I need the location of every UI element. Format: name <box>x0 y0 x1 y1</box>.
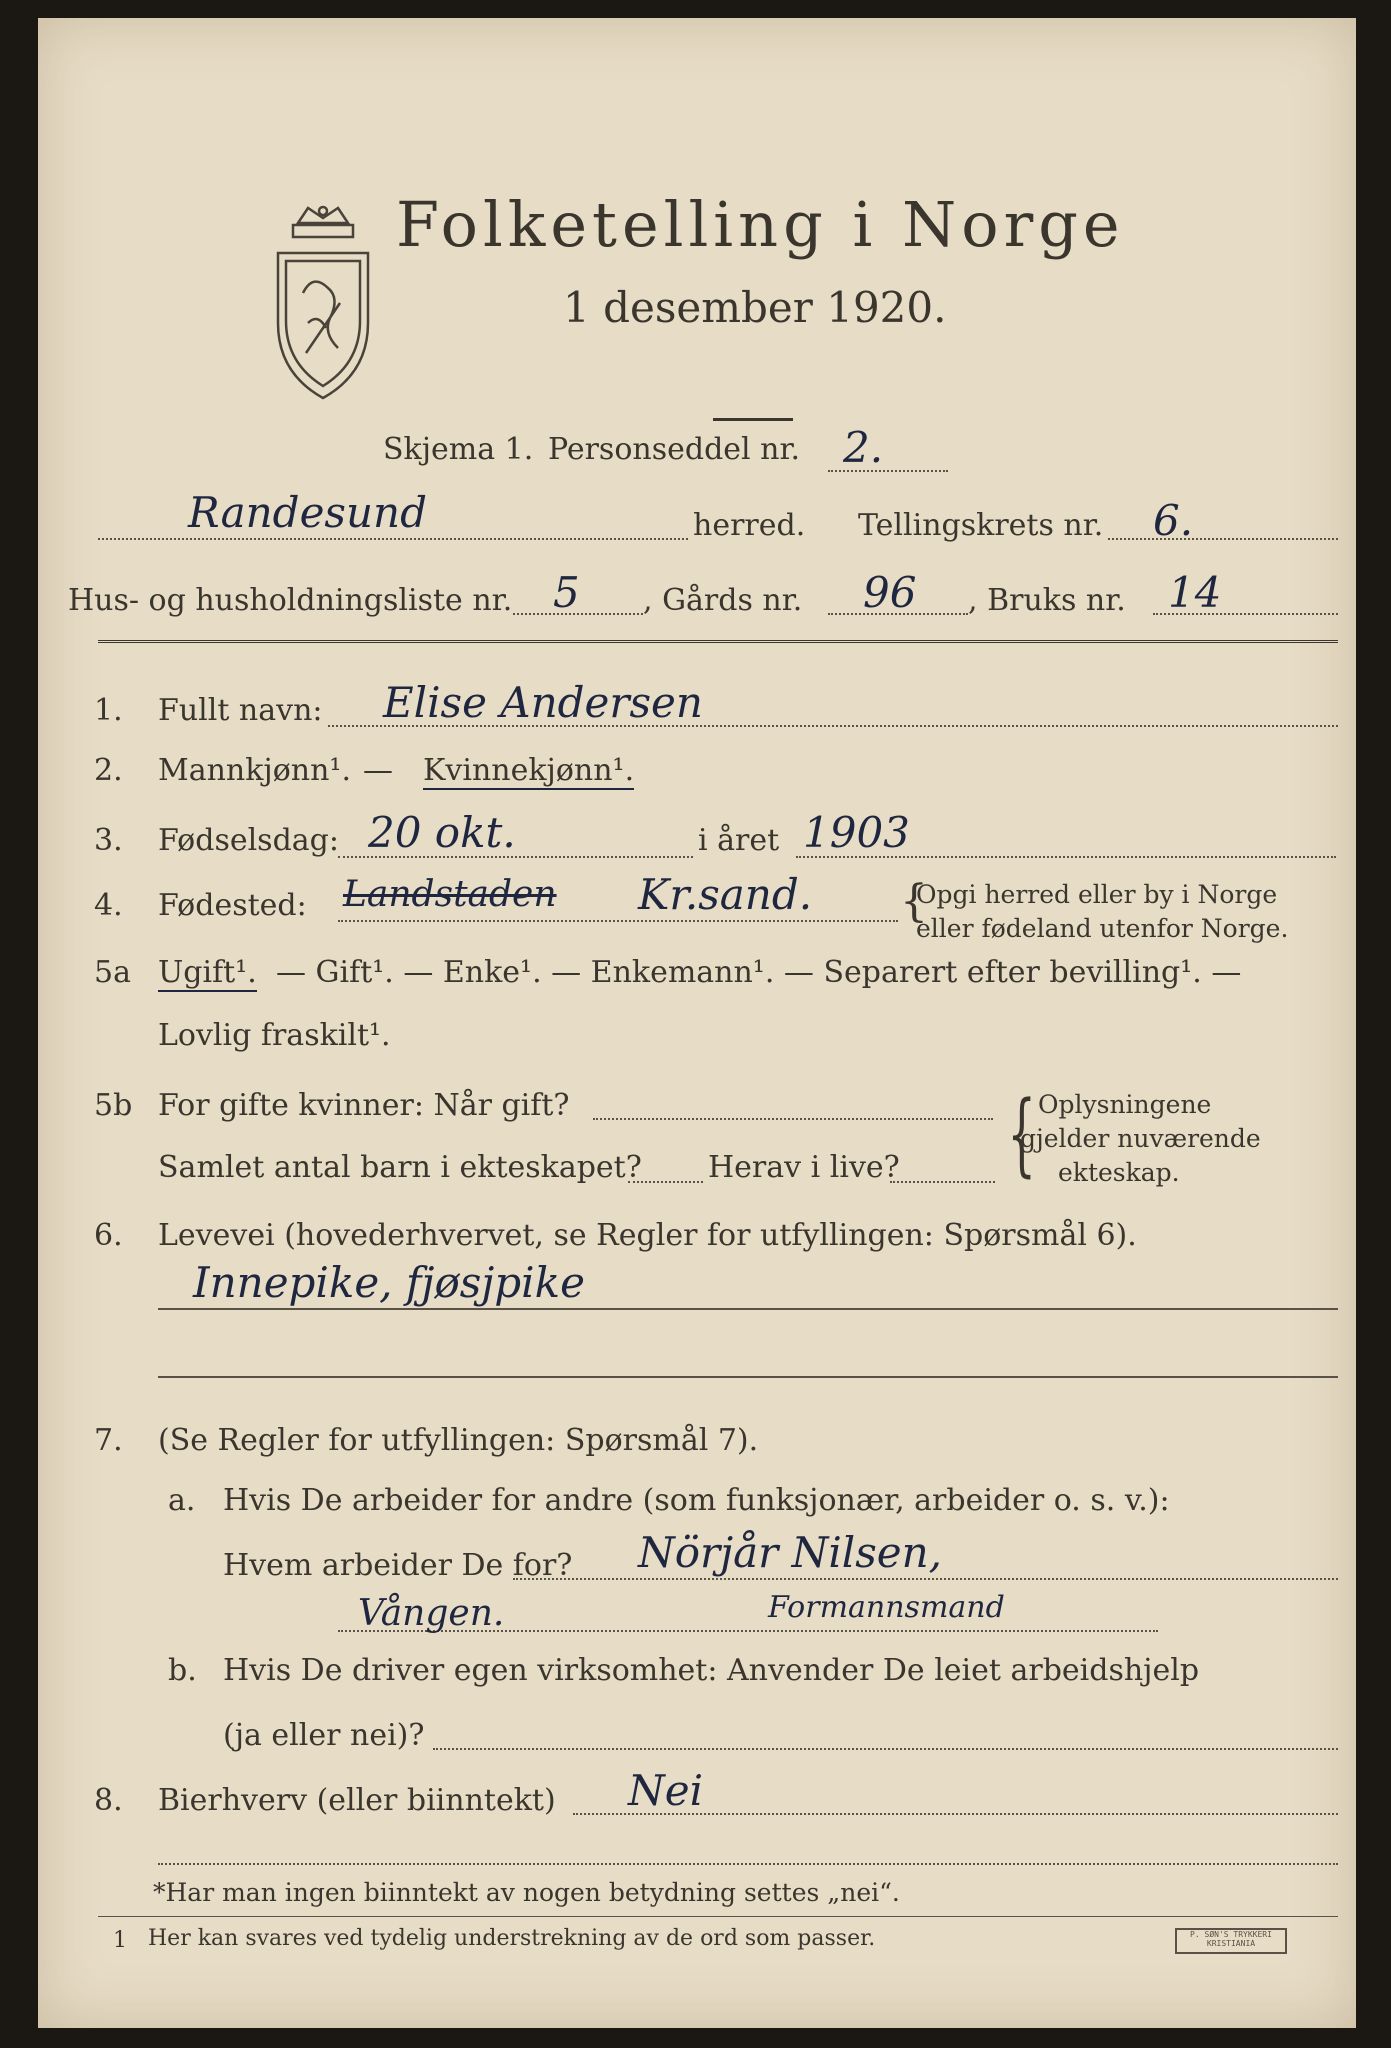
herred-label: herred. <box>693 508 806 543</box>
q7a-line1 <box>513 1578 1338 1580</box>
employer-place-value[interactable]: Vången. <box>358 1593 505 1634</box>
header-divider <box>98 640 1338 643</box>
q7-label: (Se Regler for utfyllingen: Spørsmål 7). <box>158 1423 759 1458</box>
tellingskrets-label: Tellingskrets nr. <box>858 508 1104 543</box>
q6-line1 <box>158 1308 1338 1310</box>
footnote-divider <box>98 1916 1338 1917</box>
husliste-label: Hus- og husholdningsliste nr. <box>68 583 513 618</box>
footnote-star: *Har man ingen biinntekt av nogen betydning settes „nei“. <box>153 1878 900 1907</box>
q5a-divorced-option[interactable]: Lovlig fraskilt¹. <box>158 1018 391 1053</box>
q5b-married-when-label: For gifte kvinner: Når gift? <box>158 1088 570 1123</box>
q7b-letter: b. <box>168 1653 197 1688</box>
birth-year-value[interactable]: 1903 <box>803 808 910 857</box>
q5b-alive-line[interactable] <box>890 1181 995 1183</box>
employer-title-value[interactable]: Formannsmand <box>768 1590 1005 1625</box>
q7b-line[interactable] <box>433 1748 1338 1750</box>
skjema-label: Skjema 1. <box>383 432 534 467</box>
census-form-sheet <box>38 18 1356 2028</box>
q7a-question: Hvem arbeider De for? <box>223 1548 573 1583</box>
footnote-one: Her kan svares ved tydelig understrekning av de ord som passer. <box>148 1926 876 1951</box>
q5b-married-when-line[interactable] <box>593 1118 993 1120</box>
year-label: i året <box>698 823 780 858</box>
q5b-children-line[interactable] <box>628 1181 703 1183</box>
form-title: Folketelling i Norge <box>396 188 1125 261</box>
q4-note-brace: { <box>900 876 928 927</box>
q6-number: 6. <box>94 1218 123 1253</box>
footnote-one-mark: 1 <box>113 1928 127 1953</box>
printer-stamp: P. SØN'S TRYKKERI KRISTIANIA <box>1175 1928 1287 1954</box>
q6-label: Levevei (hovederhvervet, se Regler for utfyllingen: Spørsmål 6). <box>158 1218 1137 1253</box>
q5b-children-label: Samlet antal barn i ekteskapet? <box>158 1150 642 1185</box>
q2-female-option[interactable]: Kvinnekjønn¹. <box>423 753 635 788</box>
q2-male-option[interactable]: Mannkjønn¹. <box>158 753 351 788</box>
q5a-unmarried-option[interactable]: Ugift¹. <box>158 955 257 990</box>
q5b-note-line1: Oplysningene <box>1038 1090 1212 1119</box>
q2-separator: — <box>363 753 393 788</box>
q4-number: 4. <box>94 888 123 923</box>
tellingskrets-line <box>1108 538 1338 540</box>
q4-label: Fødested: <box>158 888 307 923</box>
q4-line <box>338 920 898 922</box>
herred-value[interactable]: Randesund <box>188 488 427 537</box>
q8-label: Bierhverv (eller biinntekt) <box>158 1783 556 1818</box>
q5b-note-line2: gjelder nuværende <box>1020 1124 1261 1153</box>
herred-line <box>98 538 688 540</box>
q3-label: Fødselsdag: <box>158 823 339 858</box>
q4-note-line1: Opgi herred eller by i Norge <box>916 880 1278 909</box>
q5b-note-brace: { <box>1007 1082 1036 1187</box>
q7-number: 7. <box>94 1423 123 1458</box>
q5a-other-options[interactable]: — Gift¹. — Enke¹. — Enkemann¹. — Separert efter bevilling¹. — <box>276 955 1242 990</box>
personseddel-value[interactable]: 2. <box>843 423 884 472</box>
title-divider <box>713 418 793 421</box>
q5b-note-line3: ekteskap. <box>1058 1158 1180 1187</box>
side-income-value[interactable]: Nei <box>628 1766 704 1815</box>
q5b-alive-label: Herav i live? <box>708 1150 900 1185</box>
tellingskrets-value[interactable]: 6. <box>1153 496 1194 545</box>
employer-value[interactable]: Nörjår Nilsen, <box>638 1528 943 1577</box>
q5b-number: 5b <box>94 1088 133 1123</box>
q8-line2 <box>158 1863 1338 1865</box>
bruks-value[interactable]: 14 <box>1168 568 1222 617</box>
q7a-text: Hvis De arbeider for andre (som funksjonær, arbeider o. s. v.): <box>223 1483 1170 1518</box>
q7a-letter: a. <box>168 1483 196 1518</box>
q1-label: Fullt navn: <box>158 693 323 728</box>
q8-number: 8. <box>94 1783 123 1818</box>
husliste-value[interactable]: 5 <box>553 568 580 617</box>
coat-of-arms-icon <box>268 203 378 403</box>
q7b-question: (ja eller nei)? <box>223 1718 425 1753</box>
census-date: 1 desember 1920. <box>563 283 947 332</box>
personseddel-label: Personseddel nr. <box>548 432 801 467</box>
bruks-label: , Bruks nr. <box>968 583 1126 618</box>
gards-label: , Gårds nr. <box>643 583 803 618</box>
q6-line2 <box>158 1376 1338 1378</box>
full-name-value[interactable]: Elise Andersen <box>383 678 703 727</box>
birthplace-value[interactable]: Kr.sand. <box>638 870 813 919</box>
birthplace-struck-value: Landstaden <box>343 874 557 915</box>
q5a-number: 5a <box>94 955 131 990</box>
q7b-text: Hvis De driver egen virksomhet: Anvender De leiet arbeidshjelp <box>223 1653 1200 1688</box>
q3-number: 3. <box>94 823 123 858</box>
q4-note-line2: eller fødeland utenfor Norge. <box>916 914 1289 943</box>
q2-number: 2. <box>94 753 123 788</box>
occupation-value[interactable]: Innepike, fjøsjpike <box>193 1258 585 1307</box>
gards-value[interactable]: 96 <box>863 568 917 617</box>
birthday-value[interactable]: 20 okt. <box>368 808 516 857</box>
q1-number: 1. <box>94 693 123 728</box>
